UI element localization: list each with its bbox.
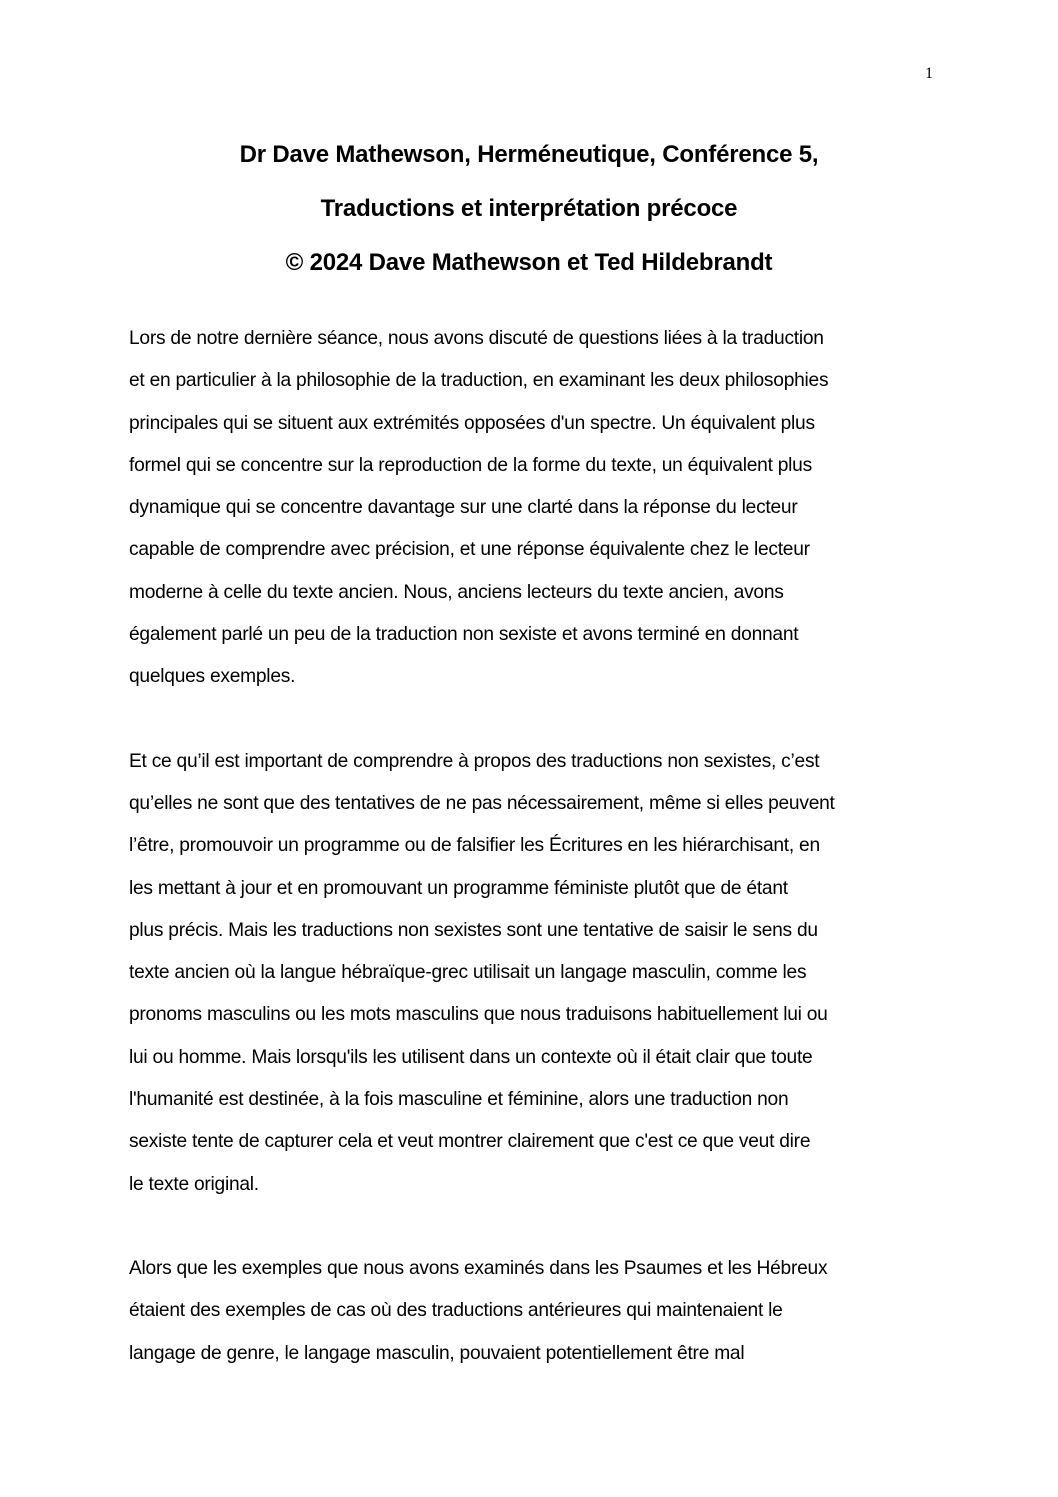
paragraph-2 <box>129 741 929 1206</box>
text-line: quelques exemples. <box>129 666 296 688</box>
text-line: également parlé un peu de la traduction non sexiste et avons terminé en donnant <box>129 624 799 646</box>
title-line-topic: Traductions et interprétation précoce <box>320 195 738 222</box>
paragraph-3 <box>129 1248 929 1375</box>
text-line: l'humanité est destinée, à la fois masculine et féminine, alors une traduction non <box>129 1089 789 1111</box>
text-line: l’être, promouvoir un programme ou de falsifier les Écritures en les hiérarchisant, en <box>129 835 820 857</box>
document-body <box>129 318 929 1417</box>
text-line: qu’elles ne sont que des tentatives de ne pas nécessairement, même si elles peuvent <box>129 792 835 814</box>
text-line: langage de genre, le langage masculin, pouvaient potentiellement être mal <box>129 1342 745 1364</box>
text-line: étaient des exemples de cas où des traductions antérieures qui maintenaient le <box>129 1300 783 1322</box>
text-line: capable de comprendre avec précision, et une réponse équivalente chez le lecteur <box>129 539 810 561</box>
text-line: moderne à celle du texte ancien. Nous, anciens lecteurs du texte ancien, avons <box>129 581 784 603</box>
text-line: et en particulier à la philosophie de la traduction, en examinant les deux philosophies <box>129 370 829 392</box>
text-line: lui ou homme. Mais lorsqu'ils les utilisent dans un contexte où il était clair que toute <box>129 1046 813 1068</box>
text-line: principales qui se situent aux extrémités opposées d'un spectre. Un équivalent plus <box>129 412 815 434</box>
paragraph-1 <box>129 318 929 699</box>
page-number: 1 <box>925 65 933 82</box>
text-line: sexiste tente de capturer cela et veut montrer clairement que c'est ce que veut dire <box>129 1131 811 1153</box>
text-line: Alors que les exemples que nous avons examinés dans les Psaumes et les Hébreux <box>129 1257 828 1279</box>
text-line: plus précis. Mais les traductions non sexistes sont une tentative de saisir le sens du <box>129 919 818 941</box>
title-line-copyright: © 2024 Dave Mathewson et Ted Hildebrandt <box>285 249 773 276</box>
title-line-author-course: Dr Dave Mathewson, Herméneutique, Conférence 5, <box>239 141 819 168</box>
document-title <box>0 128 1058 290</box>
text-line: les mettant à jour et en promouvant un programme féministe plutôt que de étant <box>129 877 788 899</box>
text-line: formel qui se concentre sur la reproduction de la forme du texte, un équivalent plus <box>129 454 812 476</box>
text-line: le texte original. <box>129 1173 259 1195</box>
text-line: pronoms masculins ou les mots masculins que nous traduisons habituellement lui ou <box>129 1004 828 1026</box>
text-line: Lors de notre dernière séance, nous avons discuté de questions liées à la traduction <box>129 328 824 349</box>
text-line: Et ce qu’il est important de comprendre à propos des traductions non sexistes, c’est <box>129 750 820 772</box>
text-line: texte ancien où la langue hébraïque-grec utilisait un langage masculin, comme les <box>129 962 807 984</box>
text-line: dynamique qui se concentre davantage sur une clarté dans la réponse du lecteur <box>129 497 798 519</box>
